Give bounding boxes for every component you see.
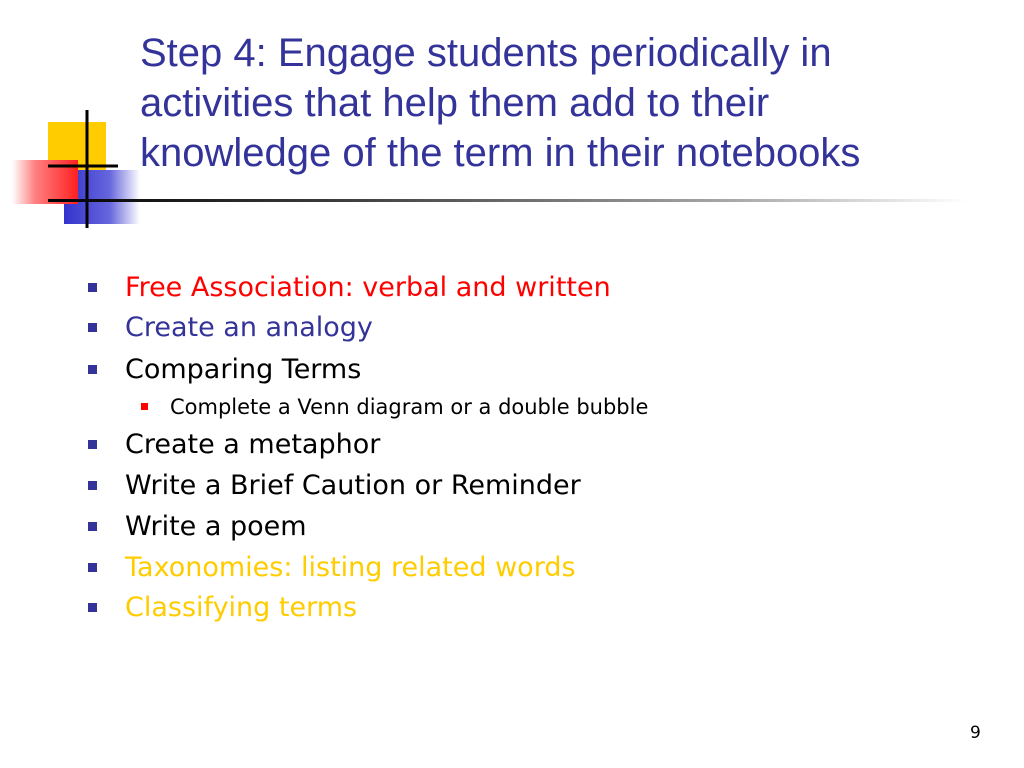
bullet-marker	[88, 440, 97, 449]
slide-title-line-1: Step 4: Engage students periodically in	[140, 31, 832, 75]
bullet-marker	[88, 563, 97, 572]
sub-bullet-text: Complete a Venn diagram or a double bubble	[170, 395, 649, 419]
slide-title-line-3: knowledge of the term in their notebooks	[140, 131, 861, 175]
bullet-marker	[88, 283, 97, 292]
slide-title-line-2: activities that help them add to their	[140, 81, 770, 125]
bullet-text: Taxonomies: listing related words	[125, 552, 576, 583]
bullet-marker	[88, 365, 97, 374]
bullet-text: Free Association: verbal and written	[125, 272, 611, 303]
bullet-marker	[88, 522, 97, 531]
bullet-text: Classifying terms	[125, 592, 358, 623]
bullet-text: Create an analogy	[125, 312, 373, 343]
page-number: 9	[970, 723, 981, 743]
bullet-marker	[88, 481, 97, 490]
bullet-text: Write a poem	[125, 511, 307, 542]
sub-bullet-marker	[141, 403, 148, 410]
bullet-text: Comparing Terms	[125, 354, 362, 385]
bullet-marker	[88, 323, 97, 332]
bullet-text: Create a metaphor	[125, 429, 381, 460]
bullet-marker	[88, 603, 97, 612]
bullet-text: Write a Brief Caution or Reminder	[125, 470, 581, 501]
